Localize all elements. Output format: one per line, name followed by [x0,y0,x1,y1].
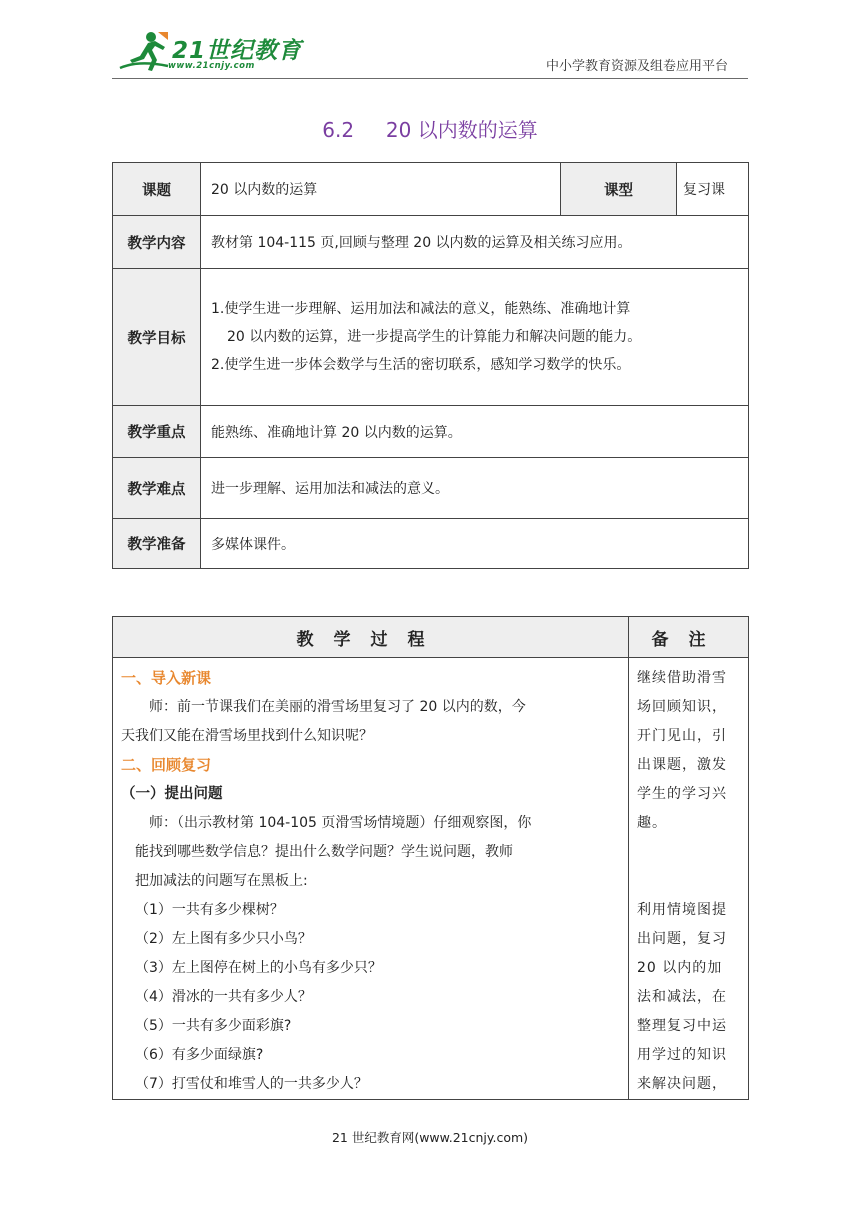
paragraph: 师：（出示教材第 104-105 页滑雪场情境题）仔细观察图，你 [149,815,532,831]
content-value: 教材第 104-115 页,回顾与整理 20 以内数的运算及相关练习应用。 [201,216,749,269]
content-label: 教学内容 [113,216,201,269]
goal-1a: 1.使学生进一步理解、运用加法和减法的意义，能熟练、准确地计算 [211,301,631,317]
note-line: 继续借助滑雪 [637,670,727,686]
goal-2: 2.使学生进一步体会数学与生活的密切联系，感知学习数学的快乐。 [211,357,631,373]
process-header: 教学过程 [113,617,629,658]
process-content [113,658,629,1100]
note-spacer [637,838,740,896]
notes-header: 备注 [629,617,749,658]
list-item: （6）有多少面绿旗? [135,1047,264,1063]
note-line: 20 以内的加 [637,960,723,976]
table-row [113,163,749,216]
type-label: 课型 [561,163,677,216]
list-item: （3）左上图停在树上的小鸟有多少只？ [135,960,382,976]
paragraph: 师：前一节课我们在美丽的滑雪场里复习了 20 以内的数，今 [149,699,526,715]
difficulty-value: 进一步理解、运用加法和减法的意义。 [201,458,749,519]
note-line: 学生的学习兴 [637,786,727,802]
table-row [113,269,749,406]
table-row [113,519,749,569]
table-row [113,216,749,269]
list-item: （2）左上图有多少只小鸟？ [135,931,312,947]
prep-label: 教学准备 [113,519,201,569]
section-title: 一、导入新课 [121,669,212,687]
type-value: 复习课 [677,163,749,216]
logo-url: www.21cnjy.com [168,61,255,71]
note-line: 出课题，激发 [637,757,727,773]
table-row [113,458,749,519]
paragraph: 把加减法的问题写在黑板上: [135,873,308,889]
platform-name: 中小学教育资源及组卷应用平台 [545,59,728,74]
topic-value: 20 以内数的运算 [201,163,561,216]
lesson-info-table [112,162,749,569]
prep-value: 多媒体课件。 [201,519,749,569]
page-footer: 21 世纪教育网(www.21cnjy.com) [331,1130,529,1145]
paragraph: 能找到哪些数学信息？提出什么数学问题？学生说问题，教师 [135,844,513,860]
logo [118,30,303,76]
table-header-row [113,617,749,658]
header-divider [112,78,748,79]
table-row [113,406,749,458]
note-line: 整理复习中运 [637,1018,727,1034]
list-item: （7）打雪仗和堆雪人的一共多少人？ [135,1076,368,1092]
paragraph: 天我们又能在滑雪场里找到什么知识呢？ [121,728,373,744]
list-item: （5）一共有多少面彩旗? [135,1018,292,1034]
note-line: 趣。 [637,815,667,831]
notes-content [629,658,749,1100]
note-line: 利用情境图提 [637,902,727,918]
goals-label: 教学目标 [113,269,201,406]
teaching-process-table [112,616,749,1100]
runner-icon [118,30,170,74]
list-item: （1）一共有多少棵树？ [135,902,284,918]
table-row [113,658,749,1100]
topic-label: 课题 [113,163,201,216]
difficulty-label: 教学难点 [113,458,201,519]
subsection-title: （一）提出问题 [121,786,223,802]
key-value: 能熟练、准确地计算 20 以内数的运算。 [201,406,749,458]
note-line: 法和减法，在 [637,989,727,1005]
page-title: 6.2 20 以内数的运算 [322,118,538,142]
note-line: 开门见山，引 [637,728,727,744]
note-line: 用学过的知识 [637,1047,727,1063]
note-line: 场回顾知识， [637,699,727,715]
page-header [0,0,860,80]
note-line: 出问题，复习 [637,931,727,947]
goals-value [201,269,749,406]
section-title: 二、回顾复习 [121,756,212,774]
goal-1b: 20 以内数的运算，进一步提高学生的计算能力和解决问题的能力。 [227,329,642,345]
list-item: （4）滑冰的一共有多少人？ [135,989,312,1005]
key-label: 教学重点 [113,406,201,458]
note-line: 来解决问题， [637,1076,727,1092]
logo-text: 21世纪教育 [172,38,303,64]
